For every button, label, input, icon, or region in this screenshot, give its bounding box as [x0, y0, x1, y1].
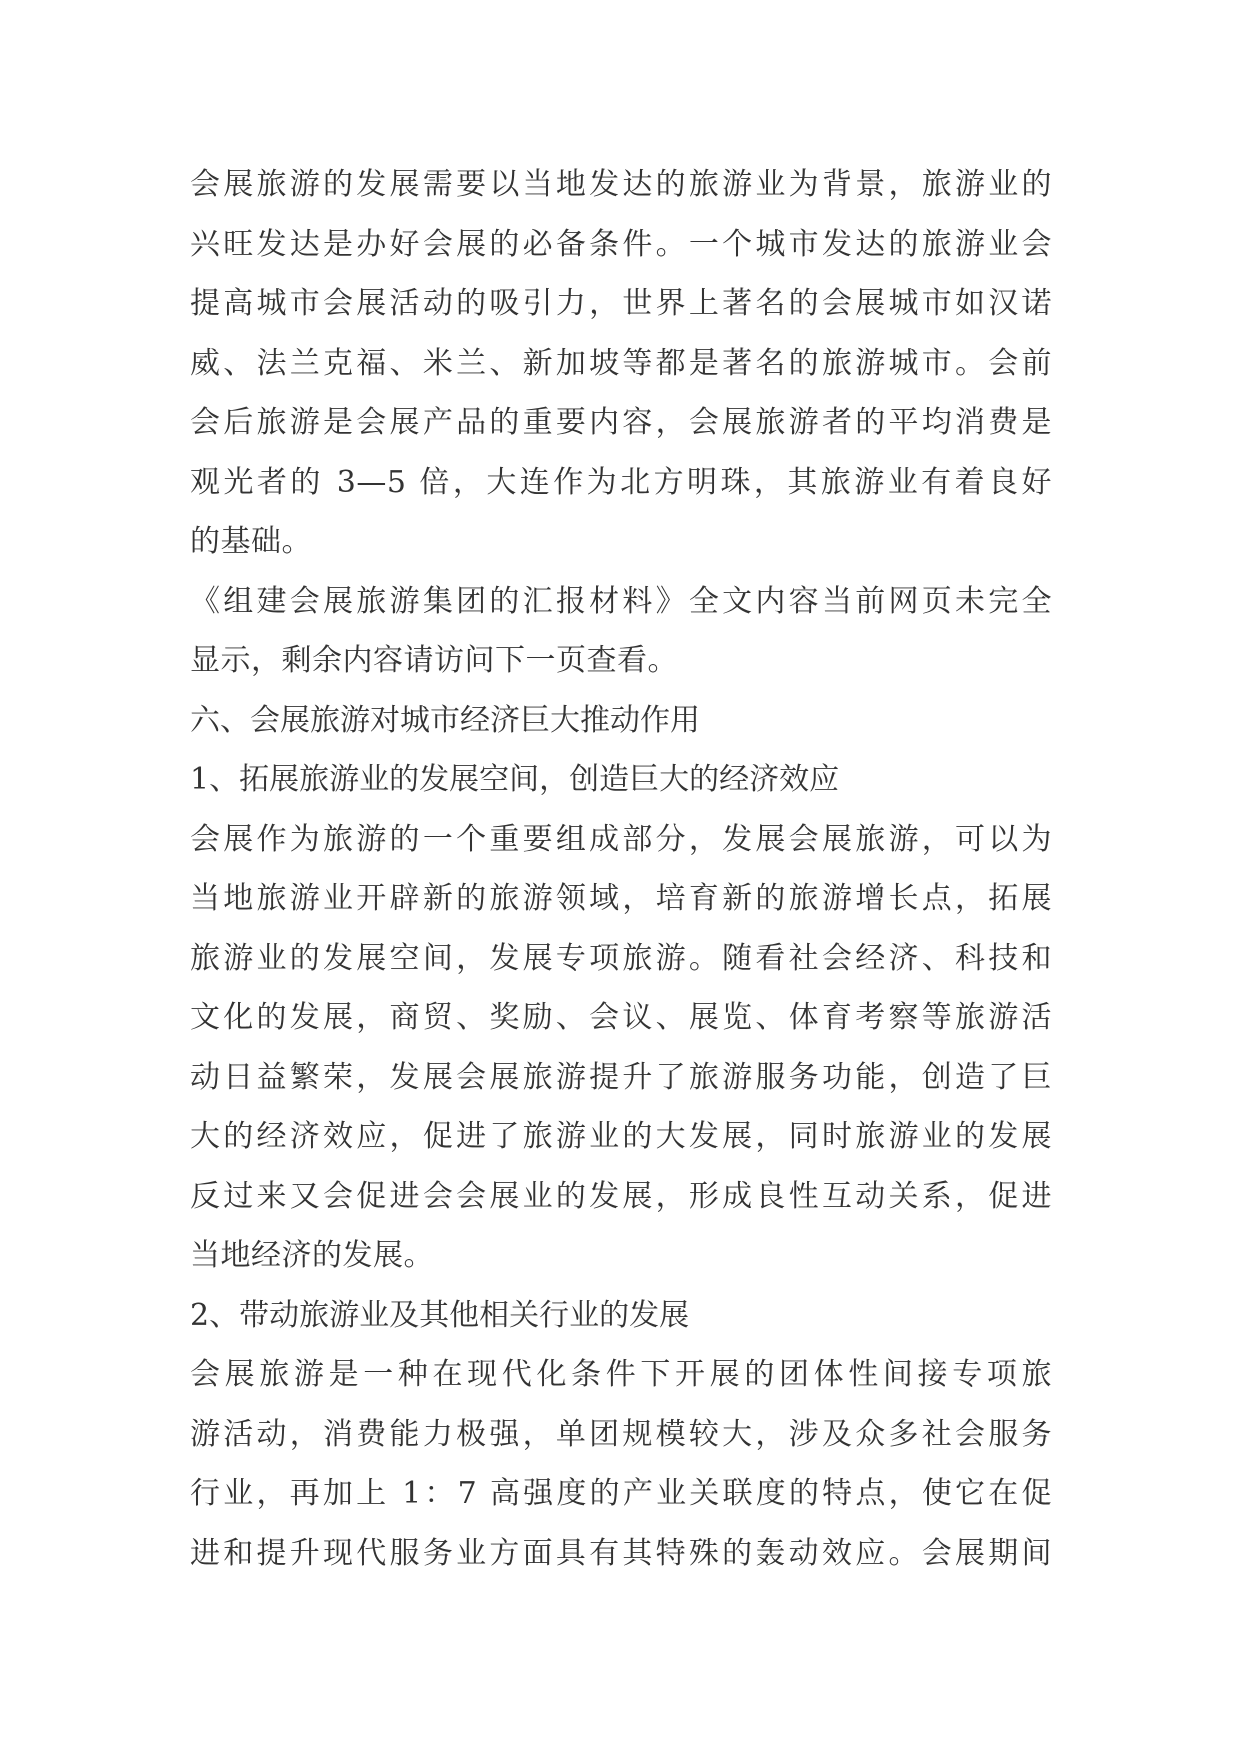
truncation-notice: [190, 572, 1052, 691]
text-line: 反过来又会促进会会展业的发展，形成良性互动关系，促进: [190, 1178, 1052, 1214]
text-line: 的基础。: [190, 524, 312, 559]
text-line: 大的经济效应，促进了旅游业的大发展，同时旅游业的发展: [190, 1119, 1052, 1154]
text-line: 动日益繁荣，发展会展旅游提升了旅游服务功能，创造了巨: [190, 1059, 1052, 1095]
text-line: 会展旅游是一种在现代化条件下开展的团体性间接专项旅: [190, 1357, 1052, 1392]
text-line: 行业，再加上 1：7 高强度的产业关联度的特点，使它在促: [190, 1476, 1052, 1511]
text-line: 会展旅游的发展需要以当地发达的旅游业为背景，旅游业的: [190, 167, 1052, 202]
text-line: 提高城市会展活动的吸引力，世界上著名的会展城市如汉诺: [190, 286, 1052, 321]
text-line: 旅游业的发展空间，发展专项旅游。随看社会经济、科技和: [190, 940, 1052, 976]
text-line: 文化的发展，商贸、奖励、会议、展览、体育考察等旅游活: [190, 1000, 1052, 1035]
text-line: 兴旺发达是办好会展的必备条件。一个城市发达的旅游业会: [190, 226, 1052, 262]
text-line: 显示，剩余内容请访问下一页查看。: [190, 643, 678, 678]
section-heading-six: [190, 691, 1052, 751]
paragraph-tourism-background: [190, 155, 1052, 572]
paragraph-drive-industries: [190, 1345, 1052, 1583]
text-line: 会后旅游是会展产品的重要内容，会展旅游者的平均消费是: [190, 405, 1052, 440]
document-body: [190, 155, 1052, 1583]
text-line: 观光者的 3—5 倍，大连作为北方明珠，其旅游业有着良好: [190, 464, 1052, 500]
text-line: 当地经济的发展。: [190, 1238, 434, 1273]
heading-text: 1、拓展旅游业的发展空间，创造巨大的经济效应: [190, 762, 840, 797]
text-line: 威、法兰克福、米兰、新加坡等都是著名的旅游城市。会前: [190, 345, 1052, 381]
text-line: 进和提升现代服务业方面具有其特殊的轰动效应。会展期间: [190, 1535, 1052, 1571]
heading-text: 2、带动旅游业及其他相关行业的发展: [190, 1297, 690, 1333]
text-line: 会展作为旅游的一个重要组成部分，发展会展旅游，可以为: [190, 821, 1052, 857]
subheading-two: [190, 1286, 1052, 1346]
subheading-one: [190, 750, 1052, 810]
text-line: 游活动，消费能力极强，单团规模较大，涉及众多社会服务: [190, 1416, 1052, 1452]
text-line: 当地旅游业开辟新的旅游领域，培育新的旅游增长点，拓展: [190, 881, 1052, 916]
heading-text: 六、会展旅游对城市经济巨大推动作用: [190, 702, 700, 738]
text-line: 《组建会展旅游集团的汇报材料》全文内容当前网页未完全: [190, 583, 1052, 619]
paragraph-expand-tourism: [190, 810, 1052, 1286]
